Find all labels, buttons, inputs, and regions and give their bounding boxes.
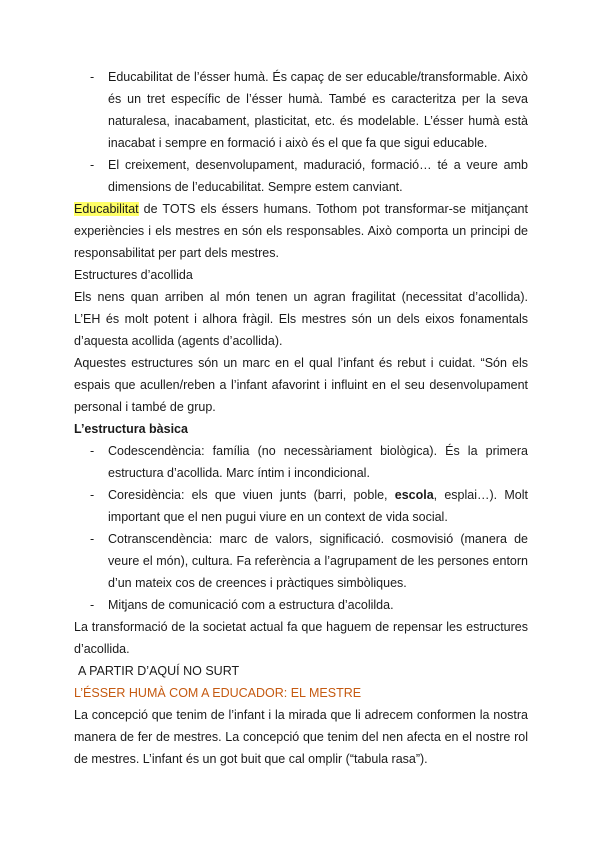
bullet-text-creixement: El creixement, desenvolupament, maduració, formació… té a veure amb dimensions de l’educabilitat. Sempre estem canviant. [108,158,528,194]
text-part: Coresidència: els que viuen junts (barri, poble, [108,488,395,502]
bullet-dash: - [90,488,95,502]
list-item [74,484,528,528]
bullet-dash: - [90,532,95,546]
note-a-partir: A PARTIR D’AQUÍ NO SURT [78,664,240,678]
bullet-dash: - [90,70,95,84]
list-item [74,440,528,484]
heading-mestre: L’ÉSSER HUMÀ COM A EDUCADOR: EL MESTRE [74,686,362,700]
basica-bullet-list [74,440,528,616]
bold-word-escola: escola [394,488,434,502]
paragraph-educabilitat [74,198,528,264]
bullet-text-cotranscendencia: Cotranscendència: marc de valors, significació. cosmovisió (manera de veure el món), cultura. Fa referència a l’agrupament de les persones entorn d’un mateix cos de creences i pràctiques simbòliques. [108,532,528,590]
heading-estructura-basica: L’estructura bàsica [74,422,188,436]
paragraph-concepcio: La concepció que tenim de l’infant i la mirada que li adrecem conformen la nostra manera de fer de mestres. La concepció que tenim del nen afecta en el nostre rol de mestres. L’infant és un got buit que cal omplir (“tabula rasa”). [74,708,528,766]
bullet-text-mitjans: Mitjans de comunicació com a estructura d’acolilda. [108,598,394,612]
list-item [74,154,528,198]
paragraph-text: de TOTS els éssers humans. Tothom pot transformar-se mitjançant experiències i els mestres en són els responsables. Això comporta un principi de responsabilitat per part dels mestres. [74,202,528,260]
bullet-dash: - [90,158,95,172]
bullet-dash: - [90,444,95,458]
list-item [74,594,528,616]
list-item [74,528,528,594]
bullet-text-coresidencia [108,488,528,524]
bullet-text-codescendencia: Codescendència: família (no necessàriament biològica). És la primera estructura d’acollida. Marc íntim i incondicional. [108,444,528,480]
section-title-estructures: Estructures d’acollida [74,268,193,282]
document-page [74,66,528,770]
highlighted-word: Educabilitat [74,202,139,216]
bullet-text-educabilitat: Educabilitat de l’ésser humà. És capaç de ser educable/transformable. Això és un tret específic de l’ésser humà. També es caracteritza per la seva naturalesa, inacabament, plasticitat, etc. és modelable. L’ésser humà està inacabat i sempre en formació i això és el que fa que sigui educable. [108,70,528,150]
bullet-dash: - [90,598,95,612]
paragraph-aquestes: Aquestes estructures són un marc en el qual l’infant és rebut i cuidat. “Són els espais que acullen/reben a l’infant afavorint i influint en el seu desenvolupament personal i també de grup. [74,356,528,414]
paragraph-transformacio: La transformació de la societat actual fa que haguem de repensar les estructures d’acollida. [74,620,528,656]
top-bullet-list [74,66,528,198]
paragraph-nens: Els nens quan arriben al món tenen un agran fragilitat (necessitat d’acollida). L’EH és molt potent i alhora fràgil. Els mestres són un dels eixos fonamentals d’aquesta acollida (agents d’acollida). [74,290,528,348]
text-part: , esplai…). Molt important que el nen pugui viure en un context de vida social. [108,488,528,524]
list-item [74,66,528,154]
